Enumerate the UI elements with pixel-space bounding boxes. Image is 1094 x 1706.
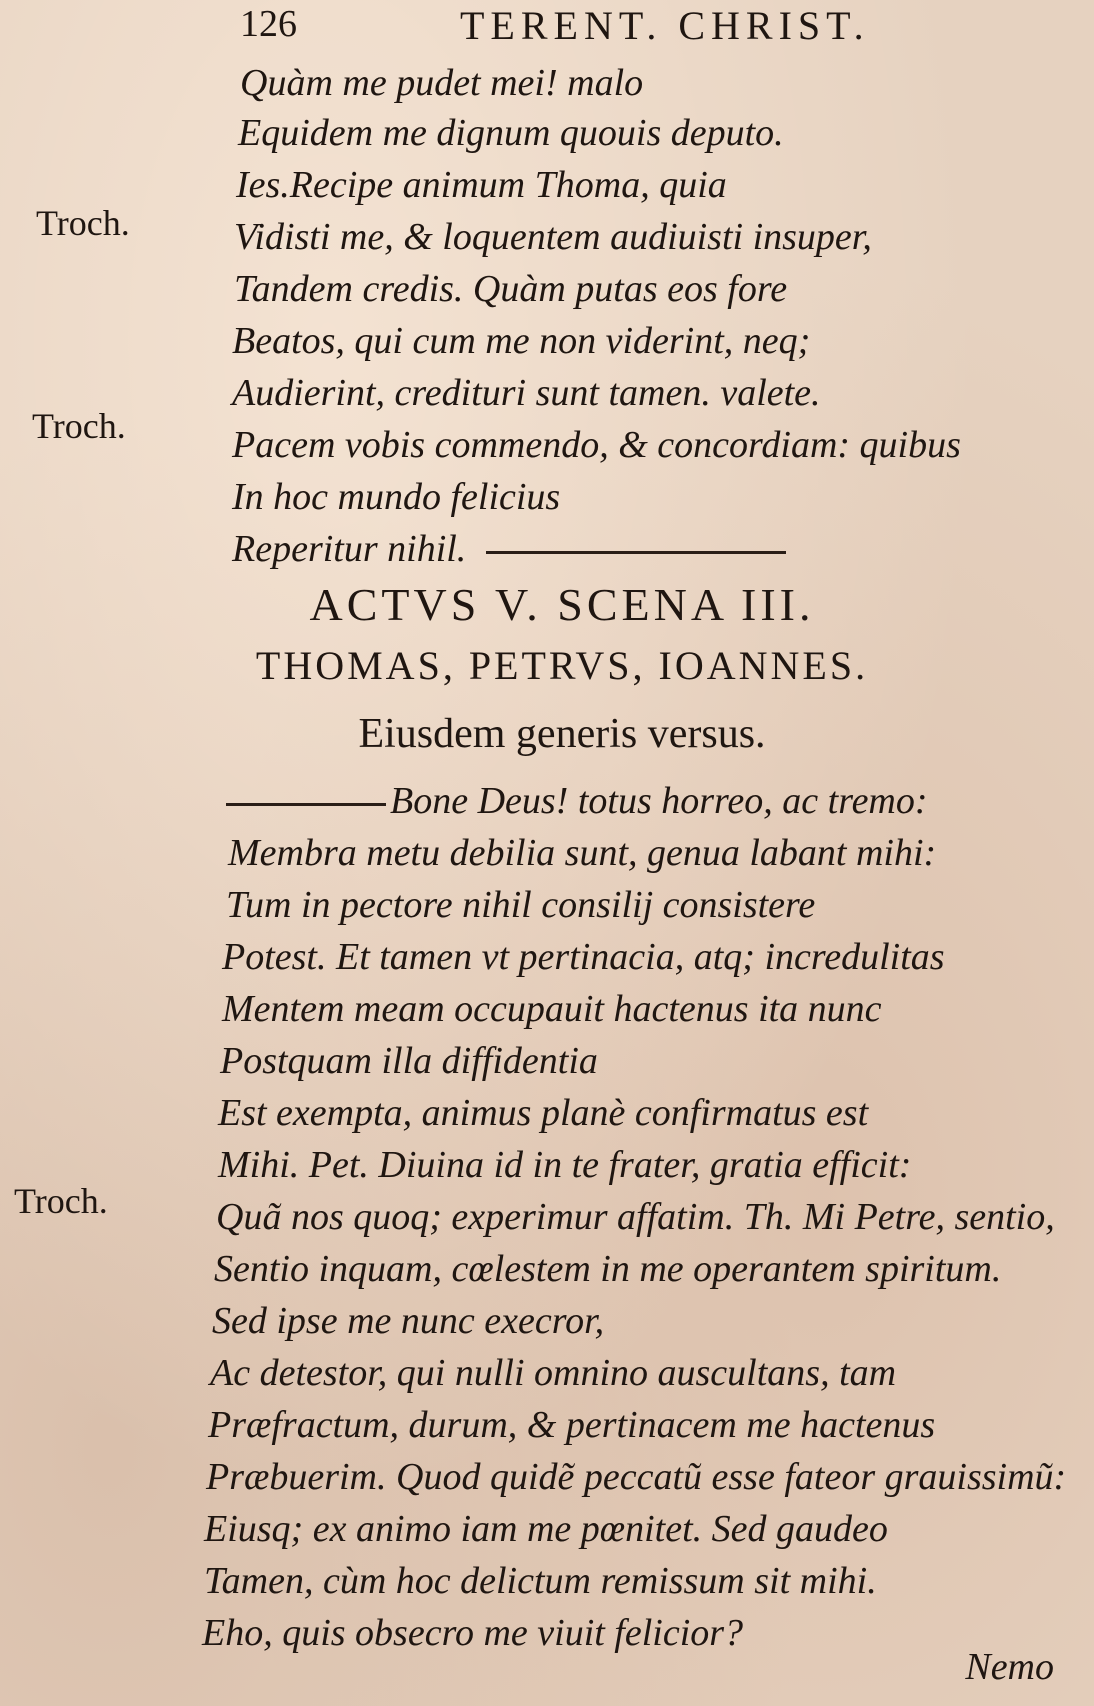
- margin-note: Troch.: [32, 406, 126, 446]
- verse-line: Tandem credis. Quàm putas eos fore: [234, 268, 788, 310]
- verse-line: Beatos, qui cum me non viderint, neq;: [232, 320, 811, 362]
- verse-line: Præfractum, durum, & pertinacem me hactenus: [208, 1404, 936, 1446]
- verse-line: Sentio inquam, cœlestem in me operantem spiritum.: [214, 1248, 1002, 1290]
- verse-line: Eiusq; ex animo iam me pœnitet. Sed gaudeo: [204, 1508, 888, 1550]
- verse-line: Mentem meam occupauit hactenus ita nunc: [222, 988, 882, 1030]
- verse-note: Eiusdem generis versus.: [358, 711, 766, 757]
- verse-line: Equidem me dignum quouis deputo.: [238, 112, 784, 154]
- act-scene-heading: ACTVS V. SCENA III.: [309, 579, 815, 630]
- verse-line: In hoc mundo felicius: [232, 476, 561, 518]
- verse-text: Reperitur nihil.: [232, 528, 467, 570]
- verse-line: [226, 778, 928, 824]
- verse-line: Eho, quis obsecro me viuit felicior?: [202, 1612, 744, 1654]
- margin-note: Troch.: [36, 203, 130, 243]
- verse-line: Membra metu debilia sunt, genua labant mihi:: [228, 832, 937, 874]
- verse-line: Quàm me pudet mei! malo: [240, 62, 644, 104]
- verse-line: Potest. Et tamen vt pertinacia, atq; incredulitas: [222, 936, 945, 978]
- dash-rule: [226, 803, 386, 806]
- verse-line: Est exempta, animus planè confirmatus est: [218, 1092, 869, 1134]
- running-head: [240, 2, 980, 52]
- verse-line: Mihi. Pet. Diuina id in te frater, gratia efficit:: [218, 1144, 912, 1186]
- persons-heading: THOMAS, PETRVS, IOANNES.: [255, 643, 869, 688]
- verse-line: Sed ipse me nunc execror,: [212, 1300, 605, 1342]
- verse-line: Ac detestor, qui nulli omnino auscultans, tam: [210, 1352, 897, 1394]
- verse-line: Tamen, cùm hoc delictum remissum sit mihi.: [204, 1560, 877, 1602]
- dash-rule: [486, 551, 786, 554]
- verse-line: Tum in pectore nihil consilij consistere: [226, 884, 816, 926]
- verse-line: Postquam illa diffidentia: [220, 1040, 598, 1082]
- catchword: Nemo: [965, 1646, 1054, 1688]
- running-title: TERENT. CHRIST.: [460, 3, 870, 48]
- verse-line: Quã nos quoq; experimur affatim. Th. Mi Petre, sentio,: [216, 1196, 1055, 1238]
- verse-text: Bone Deus! totus horreo, ac tremo:: [390, 780, 928, 822]
- margin-note: Troch.: [14, 1181, 108, 1221]
- verse-line: Audierint, credituri sunt tamen. valete.: [232, 372, 821, 414]
- page-number: 126: [240, 3, 297, 45]
- verse-line: Vidisti me, & loquentem audiuisti insuper,: [234, 216, 872, 258]
- verse-line: Pacem vobis commendo, & concordiam: quibus: [232, 424, 961, 466]
- verse-line: Præbuerim. Quod quidẽ peccatũ esse fateor grauissimũ:: [206, 1456, 1067, 1498]
- verse-line: Ies.Recipe animum Thoma, quia: [236, 164, 727, 206]
- verse-line: [232, 526, 786, 572]
